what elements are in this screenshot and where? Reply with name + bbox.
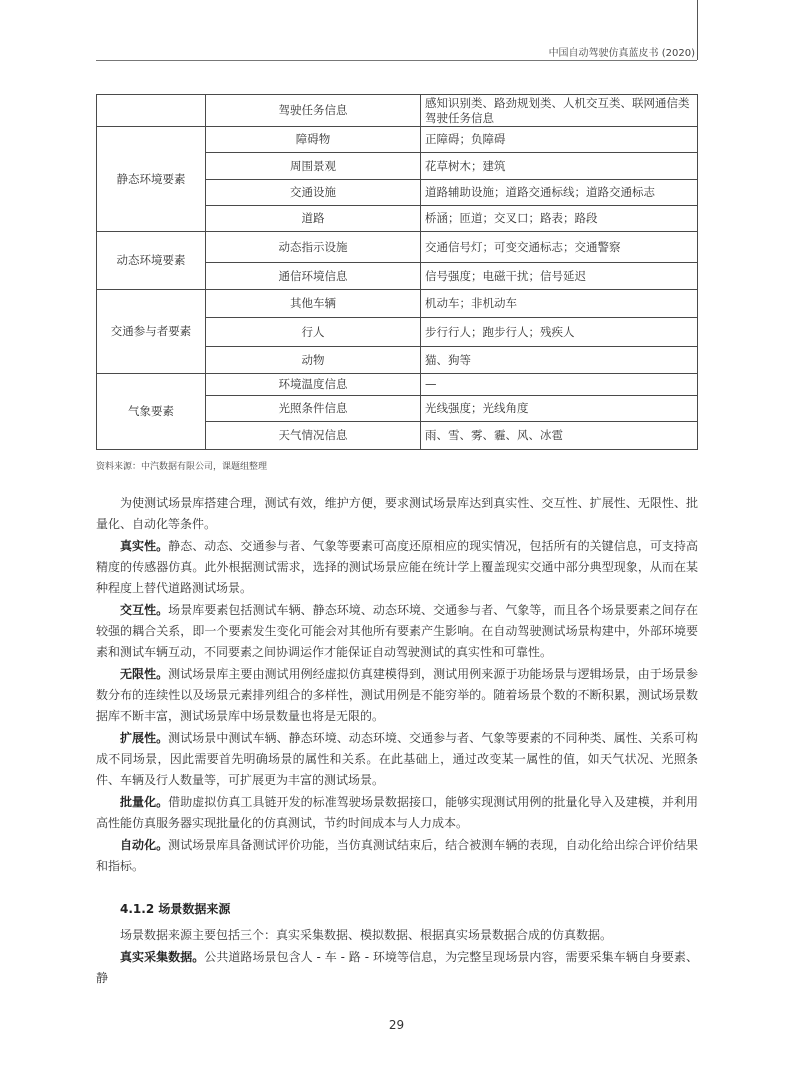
body-text-lower bbox=[96, 925, 698, 990]
auto-text: 测试场景库具备测试评价功能，当仿真测试结束后，结合被测车辆的表现，自动化给出综合评价结果和指标。 bbox=[96, 838, 698, 873]
table-source-note: 资料来源：中汽数据有限公司，课题组整理 bbox=[96, 462, 268, 472]
table-row bbox=[97, 95, 698, 127]
body-text-upper bbox=[96, 493, 698, 878]
table-sub-cell: 其他车辆 bbox=[206, 290, 421, 318]
table-detail-cell: 猫、狗等 bbox=[421, 347, 698, 374]
table-sub-cell: 障碍物 bbox=[206, 127, 421, 153]
table-detail-cell: 感知识别类、路劲规划类、人机交互类、联网通信类驾驶任务信息 bbox=[421, 95, 698, 127]
real-data-title: 真实采集数据。 bbox=[120, 950, 205, 964]
intro-paragraph: 为使测试场景库搭建合理，测试有效，维护方便，要求测试场景库达到真实性、交互性、扩展性、无限性、批量化、自动化等条件。 bbox=[96, 496, 698, 531]
auto-paragraph bbox=[96, 835, 698, 877]
table-detail-cell: — bbox=[421, 374, 698, 396]
running-header: 中国自动驾驶仿真蓝皮书 (2020) bbox=[548, 48, 695, 59]
table-detail-cell: 机动车；非机动车 bbox=[421, 290, 698, 318]
table-sub-cell: 通信环境信息 bbox=[206, 263, 421, 290]
table-sub-cell: 动态指示设施 bbox=[206, 232, 421, 263]
table-row bbox=[97, 374, 698, 396]
table-sub-cell: 交通设施 bbox=[206, 180, 421, 206]
table-category-cell: 动态环境要素 bbox=[97, 232, 206, 290]
realism-paragraph bbox=[96, 536, 698, 599]
table-sub-cell: 天气情况信息 bbox=[206, 422, 421, 450]
table-sub-cell: 光照条件信息 bbox=[206, 396, 421, 422]
table-detail-cell: 信号强度；电磁干扰；信号延迟 bbox=[421, 263, 698, 290]
batch-title: 批量化。 bbox=[120, 795, 169, 809]
table-sub-cell: 行人 bbox=[206, 318, 421, 347]
table-detail-cell: 光线强度；光线角度 bbox=[421, 396, 698, 422]
table-detail-cell: 步行行人；跑步行人；残疾人 bbox=[421, 318, 698, 347]
real-data-paragraph bbox=[96, 947, 698, 989]
table-sub-cell: 驾驶任务信息 bbox=[206, 95, 421, 127]
table-detail-cell: 花草树木；建筑 bbox=[421, 153, 698, 180]
auto-title: 自动化。 bbox=[120, 838, 169, 852]
infinite-paragraph bbox=[96, 664, 698, 727]
table-row bbox=[97, 232, 698, 263]
table-detail-cell: 道路辅助设施；道路交通标线；道路交通标志 bbox=[421, 180, 698, 206]
page-edge-line bbox=[697, 0, 698, 60]
extend-text: 测试场景中测试车辆、静态环境、动态环境、交通参与者、气象等要素的不同种类、属性、关系可构成不同场景，因此需要首先明确场景的属性和关系。在此基础上，通过改变某一属性的值，如天气状况、光照条件、车辆及行人数量等，可扩展更为丰富的测试场景。 bbox=[96, 731, 698, 787]
extend-title: 扩展性。 bbox=[120, 731, 169, 745]
table-category-cell: 交通参与者要素 bbox=[97, 290, 206, 374]
table-detail-cell: 正障碍；负障碍 bbox=[421, 127, 698, 153]
table-sub-cell: 道路 bbox=[206, 206, 421, 232]
batch-text: 借助虚拟仿真工具链开发的标准驾驶场景数据接口，能够实现测试用例的批量化导入及建模，并利用高性能仿真服务器实现批量化的仿真测试，节约时间成本与人力成本。 bbox=[96, 795, 698, 830]
table-detail-cell: 桥涵；匝道；交叉口；路表；路段 bbox=[421, 206, 698, 232]
batch-paragraph bbox=[96, 792, 698, 834]
interaction-title: 交互性。 bbox=[120, 603, 169, 617]
infinite-text: 测试场景库主要由测试用例经虚拟仿真建模得到，测试用例来源于功能场景与逻辑场景，由于场景参数分布的连续性以及场景元素排列组合的多样性，测试用例是不能穷举的。随着场景个数的不断积累，测试场景数据库不断丰富，测试场景库中场景数量也将是无限的。 bbox=[96, 667, 698, 723]
interaction-text: 场景库要素包括测试车辆、静态环境、动态环境、交通参与者、气象等，而且各个场景要素之间存在较强的耦合关系，即一个要素发生变化可能会对其他所有要素产生影响。在自动驾驶测试场景构建中，外部环境要素和测试车辆互动，不同要素之间协调运作才能保证自动驾驶测试的真实性和可靠性。 bbox=[96, 603, 698, 659]
real-data-text: 公共道路场景包含人 - 车 - 路 - 环境等信息，为完整呈现场景内容，需要采集车辆自身要素、静 bbox=[96, 950, 698, 985]
infinite-title: 无限性。 bbox=[120, 667, 169, 681]
table-detail-cell: 交通信号灯；可变交通标志；交通警察 bbox=[421, 232, 698, 263]
table-category-cell bbox=[97, 95, 206, 127]
table-detail-cell: 雨、雪、雾、霾、风、冰雹 bbox=[421, 422, 698, 450]
sources-paragraph: 场景数据来源主要包括三个：真实采集数据、模拟数据、根据真实场景数据合成的仿真数据。 bbox=[120, 928, 613, 942]
extend-paragraph bbox=[96, 728, 698, 791]
table-category-cell: 气象要素 bbox=[97, 374, 206, 450]
scene-elements-table bbox=[96, 94, 698, 450]
table-sub-cell: 动物 bbox=[206, 347, 421, 374]
table-sub-cell: 环境温度信息 bbox=[206, 374, 421, 396]
table-category-cell: 静态环境要素 bbox=[97, 127, 206, 232]
realism-title: 真实性。 bbox=[120, 539, 169, 553]
section-heading: 4.1.2 场景数据来源 bbox=[120, 902, 231, 916]
realism-text: 静态、动态、交通参与者、气象等要素可高度还原相应的现实情况，包括所有的关键信息，可支持高精度的传感器仿真。此外根据测试需求，选择的测试场景应能在统计学上覆盖现实交通中部分典型现象，从而在某种程度上替代道路测试场景。 bbox=[96, 539, 698, 595]
page-number: 29 bbox=[388, 1018, 405, 1032]
interaction-paragraph bbox=[96, 600, 698, 663]
header-rule bbox=[96, 60, 697, 61]
table-row bbox=[97, 127, 698, 153]
table-sub-cell: 周围景观 bbox=[206, 153, 421, 180]
table-row bbox=[97, 290, 698, 318]
